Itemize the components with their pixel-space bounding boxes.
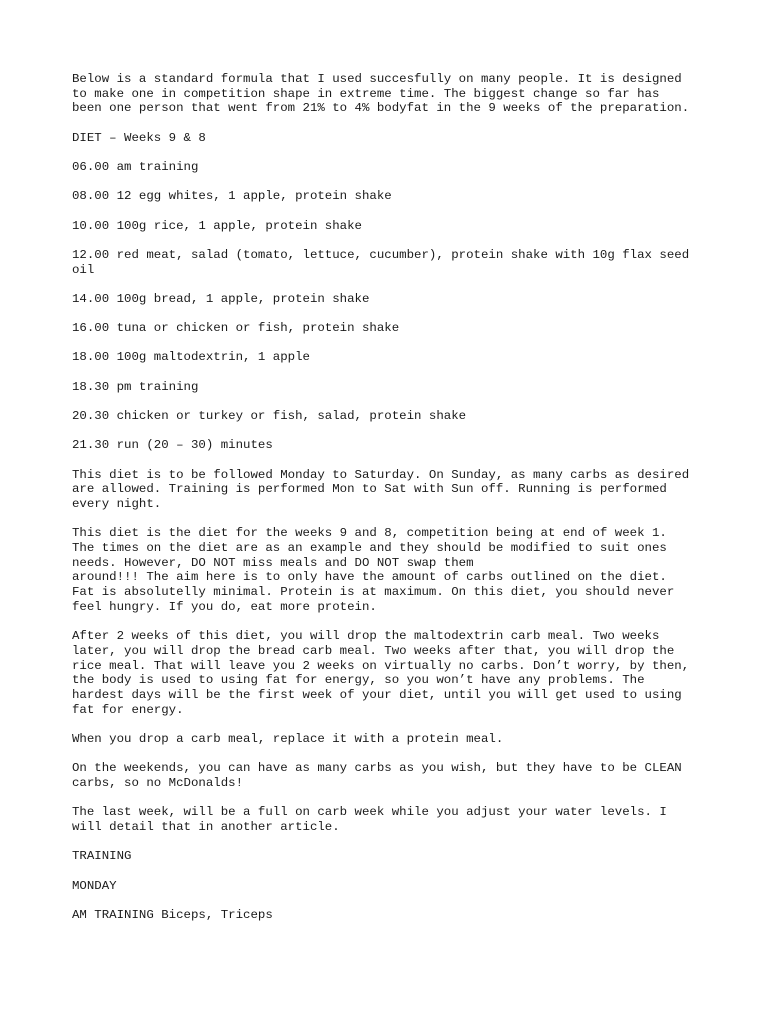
schedule-item: 10.00 100g rice, 1 apple, protein shake xyxy=(72,218,362,233)
schedule-item: 18.30 pm training xyxy=(72,379,199,394)
replace-paragraph: When you drop a carb meal, replace it with a protein meal. xyxy=(72,732,504,746)
schedule-item: 20.30 chicken or turkey or fish, salad, protein shake xyxy=(72,409,467,424)
schedule-item: 21.30 run (20 – 30) minutes xyxy=(72,438,273,453)
weekly-paragraph: This diet is to be followed Monday to Saturday. On Sunday, as many carbs as desired are allowed. Training is performed Mon to Sat with Sun off. Running is performed every night. xyxy=(72,467,690,512)
schedule-item: 18.00 100g maltodextrin, 1 apple xyxy=(72,350,310,365)
document-page xyxy=(72,72,712,937)
weeks-paragraph: This diet is the diet for the weeks 9 and 8, competition being at end of week 1. The times on the diet are as an example and they should be modified to suit ones needs. However, DO NOT miss meals and DO NOT swap them around!!! The aim here is to only have the amount of carbs outlined on the diet. Fat is absolutelly minimal. Protein is at maximum. On this diet, you should never feel hungry. If you do, eat more protein. xyxy=(72,526,675,614)
training-heading: TRAINING xyxy=(72,849,132,864)
weekends-paragraph: On the weekends, you can have as many carbs as you wish, but they have to be CLEAN carbs, so no McDonalds! xyxy=(72,761,682,790)
schedule-item: 16.00 tuna or chicken or fish, protein shake xyxy=(72,321,400,336)
schedule-item: 12.00 red meat, salad (tomato, lettuce, cucumber), protein shake with 10g flax seed oil xyxy=(72,247,690,277)
drop-paragraph: After 2 weeks of this diet, you will drop the maltodextrin carb meal. Two weeks later, you will drop the bread carb meal. Two weeks after that, you will drop the rice meal. That will leave you 2 weeks on virtually no carbs. Don’t worry, by then, the body is used to using fat for energy, so you won’t have any problems. The hardest days will be the first week of your diet, until you will get used to using fat for energy. xyxy=(72,629,690,717)
schedule-item: 08.00 12 egg whites, 1 apple, protein shake xyxy=(72,189,392,204)
diet-heading: DIET – Weeks 9 & 8 xyxy=(72,130,206,145)
schedule-item: 06.00 am training xyxy=(72,160,199,174)
schedule-item: 14.00 100g bread, 1 apple, protein shake xyxy=(72,291,370,306)
am-training-line: AM TRAINING Biceps, Triceps xyxy=(72,907,273,922)
monday-heading: MONDAY xyxy=(72,878,117,893)
last-week-paragraph: The last week, will be a full on carb week while you adjust your water levels. I will detail that in another article. xyxy=(72,805,667,834)
intro-paragraph: Below is a standard formula that I used succesfully on many people. It is designed to make one in competition shape in extreme time. The biggest change so far has been one person that went from 21% to 4% bodyfat in the 9 weeks of the preparation. xyxy=(72,72,690,116)
